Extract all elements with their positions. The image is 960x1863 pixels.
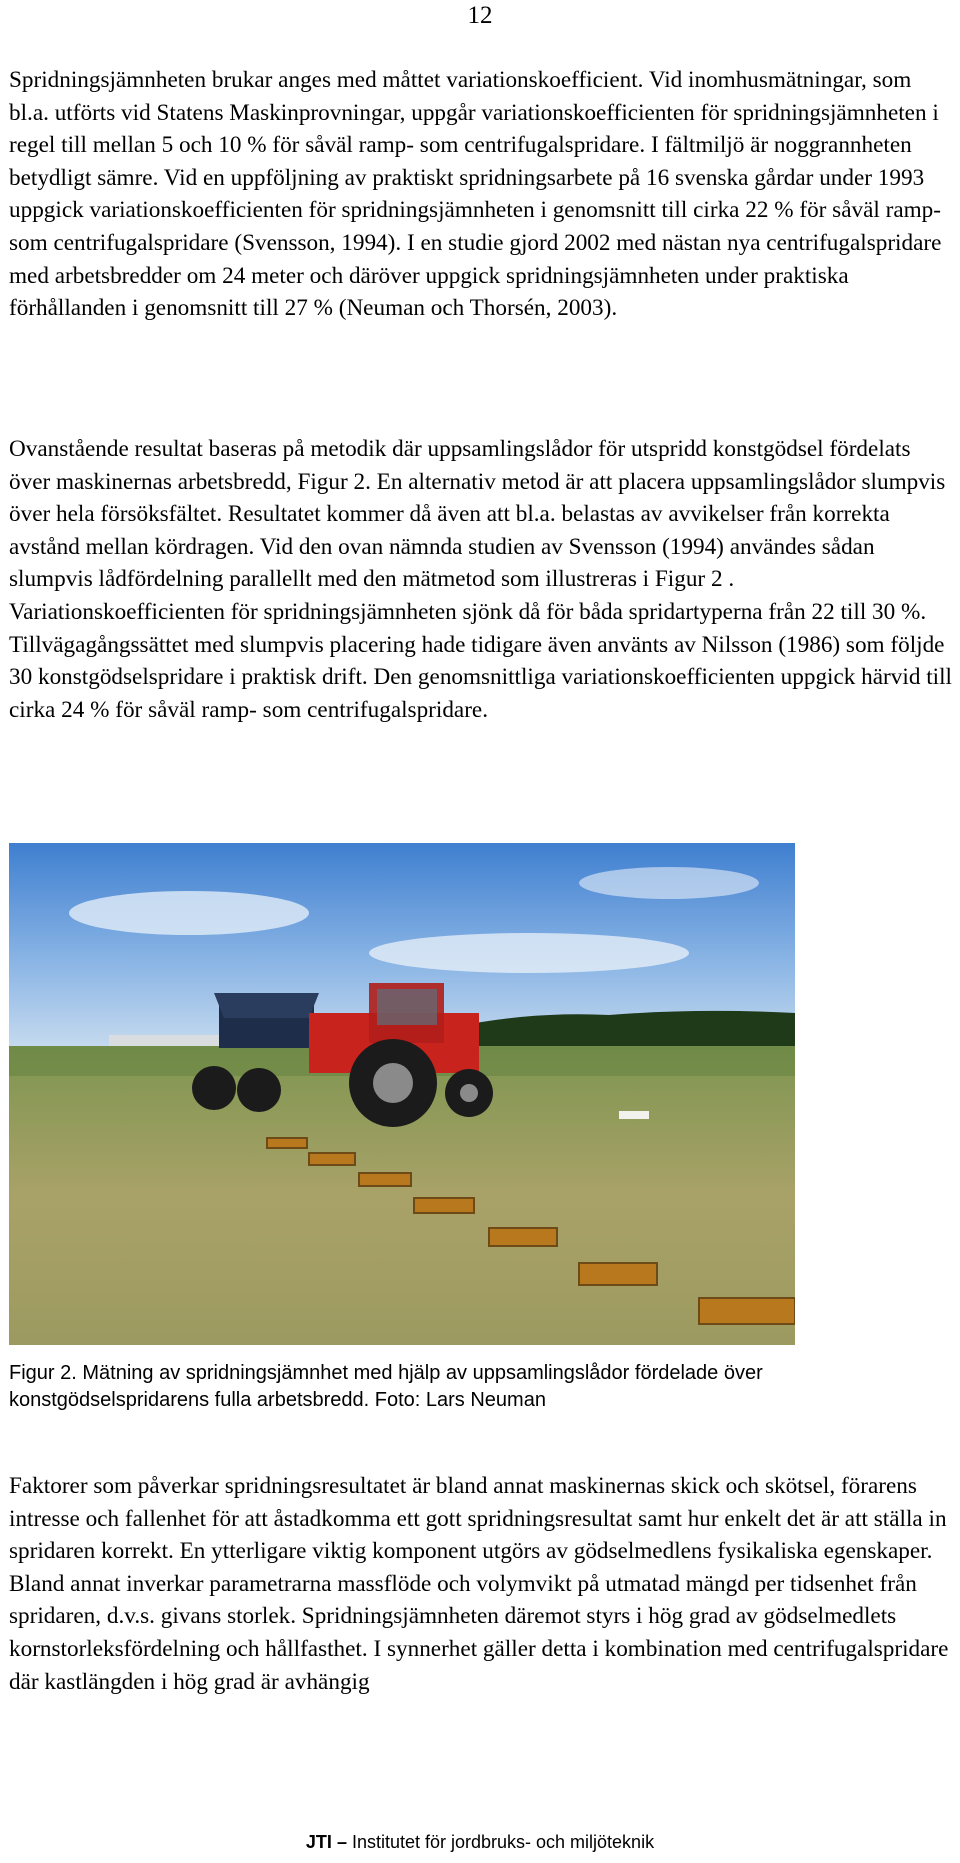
footer-separator: – [331, 1832, 352, 1852]
body-paragraph-2: Ovanstående resultat baseras på metodik där uppsamlingslådor för utspridd konstgödsel fördelats över maskinernas arbetsbredd, Figur 2. En alternativ metod är att placera uppsamlingslådor slumpvis över hela försöksfältet. Resultatet kommer då även att bl.a. belastas av avvikelser från korrekta avstånd mellan kördragen. Vid den ovan nämnda studien av Svensson (1994) användes sådan slumpvis lådfördelning parallellt med den mätmetod som illustreras i Figur 2 . Variationskoefficienten för spridningsjämnheten sjönk då för båda spridartyperna från 22 till 30 %. Tillvägagångssättet med slumpvis placering hade tidigare även använts av Nilsson (1986) som följde 30 konstgödselspridare i praktisk drift. Den genomsnittliga variationskoefficienten uppgick härvid till cirka 24 % för såväl ramp- som centrifugalspridare. [9, 436, 952, 723]
figure-caption: Figur 2. Mätning av spridningsjämnhet med hjälp av uppsamlingslådor fördelade över konstgödselspridarens fulla arbetsbredd. Foto: Lars Neuman [9, 1362, 763, 1411]
figure-photo [9, 843, 795, 1345]
footer-org-abbr: JTI [305, 1832, 332, 1852]
footer-org-name: Institutet för jordbruks- och miljöteknik [351, 1832, 655, 1852]
body-paragraph-3: Faktorer som påverkar spridningsresultatet är bland annat maskinernas skick och skötsel, förarens intresse och fallenhet för att åstadkomma ett gott spridningsresultat samt hur enkelt det är att ställa in spridaren korrekt. En ytterligare viktig komponent utgörs av gödselmedlens fysikaliska egenskaper. Bland annat inverkar parametrarna massflöde och volymvikt på utmatad mängd per tidsenhet från spridaren, d.v.s. givans storlek. Spridningsjämnheten däremot styrs i hög grad av gödselmedlets kornstorleksfördelning och hållfasthet. I synnerhet gäller detta i kombination med centrifugalspridare där kastlängden i hög grad är avhängig [9, 1473, 949, 1695]
body-paragraph-1: Spridningsjämnheten brukar anges med måttet variationskoefficient. Vid inomhusmätningar, som bl.a. utförts vid Statens Maskinprovningar, uppgår variationskoefficienten för spridningsjämnheten i regel till mellan 5 och 10 % för såväl ramp- som centrifugalspridare. I fältmiljö är noggrannheten betydligt sämre. Vid en uppföljning av praktiskt spridningsarbete på 16 svenska gårdar under 1993 uppgick variationskoefficienten för spridningsjämnheten i genomsnitt till cirka 22 % för såväl ramp- som centrifugalspridare (Svensson, 1994). I en studie gjord 2002 med nästan nya centrifugalspridare med arbetsbredder om 24 meter och däröver uppgick spridningsjämnheten under praktiska förhållanden i genomsnitt till 27 % (Neuman och Thorsén, 2003). [9, 67, 942, 322]
page-number: 12 [467, 2, 493, 29]
page-footer [0, 1832, 960, 1853]
